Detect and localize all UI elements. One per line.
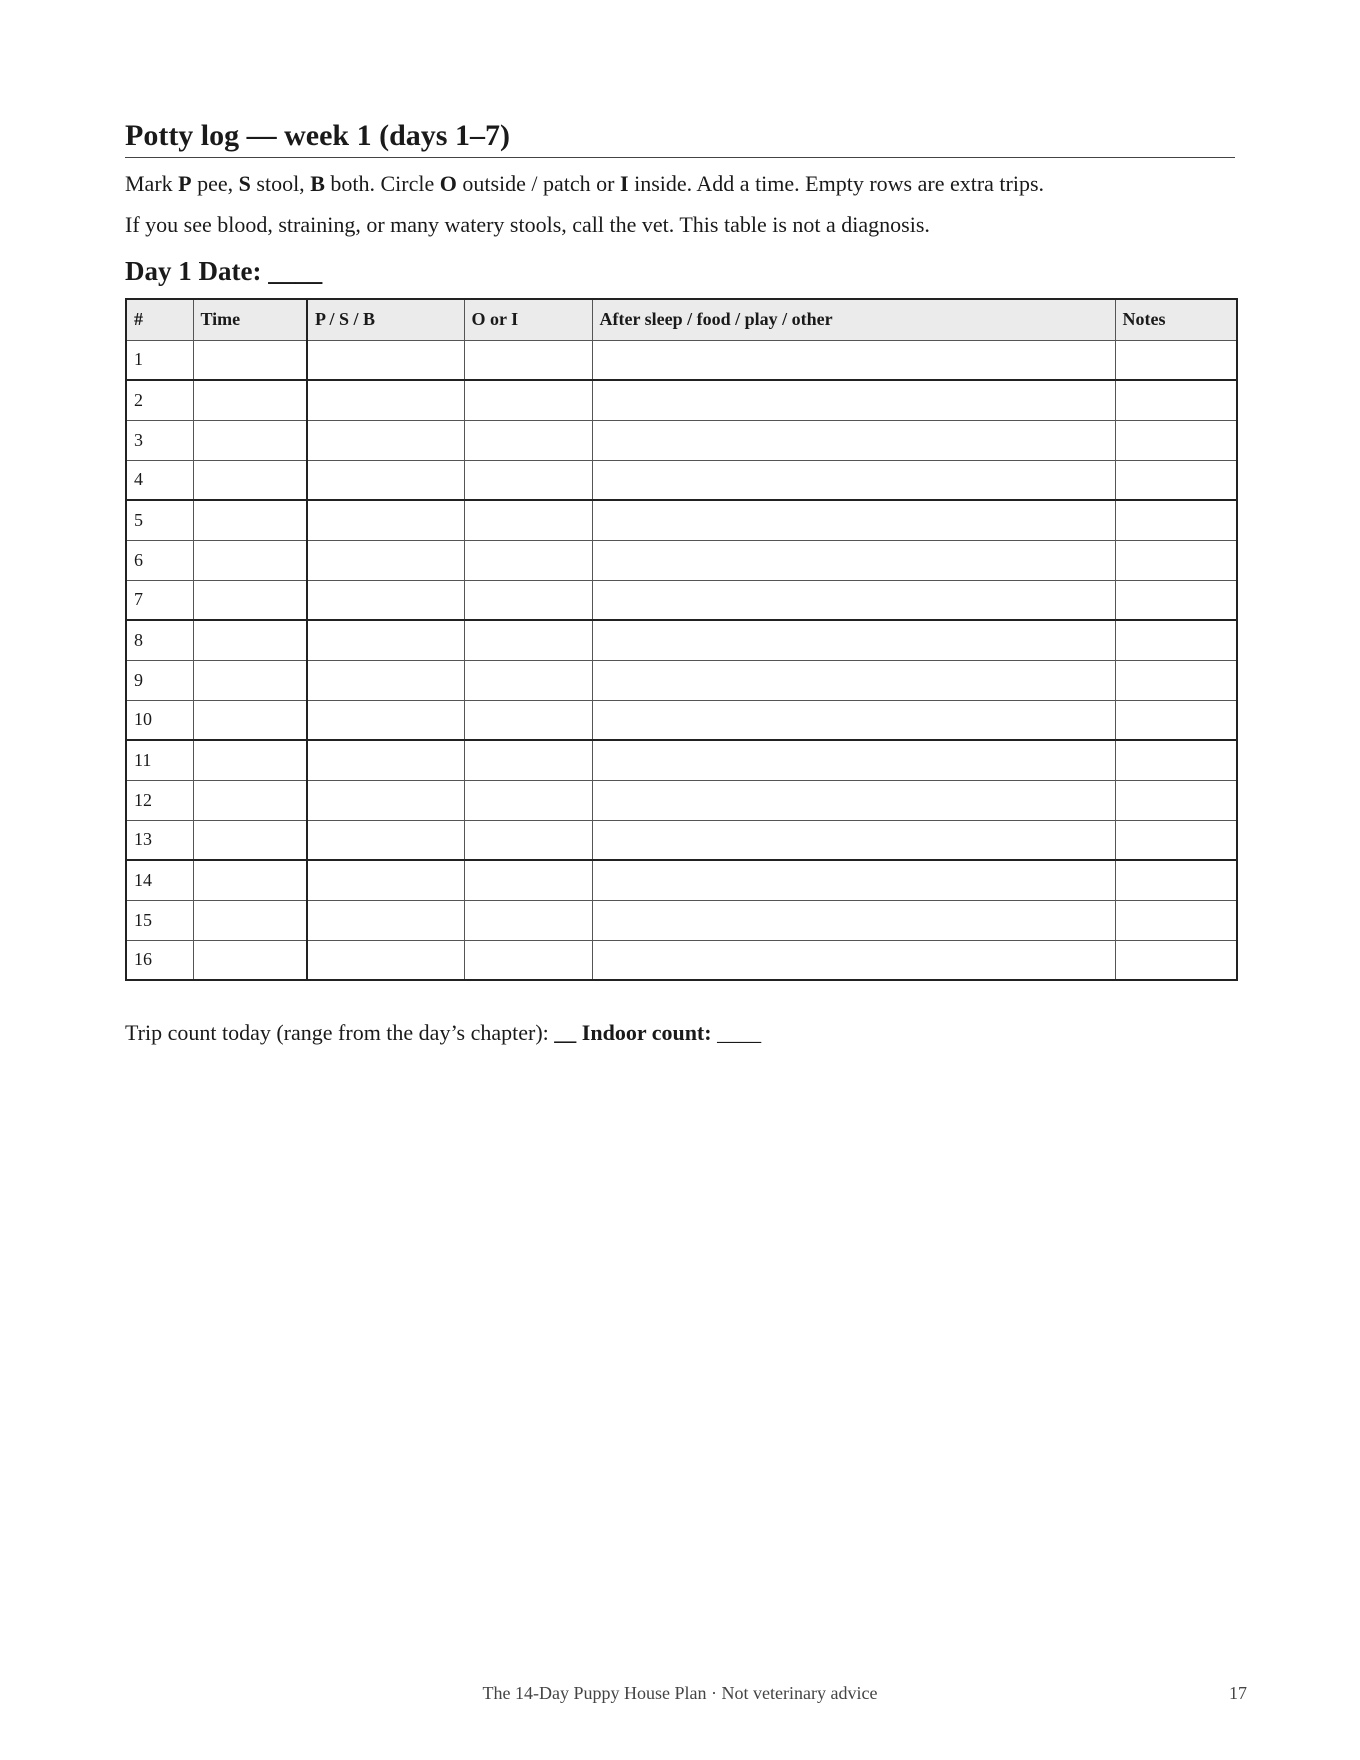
cell-o-or-i[interactable]: [464, 940, 592, 980]
cell-notes[interactable]: [1115, 580, 1237, 620]
cell-psb[interactable]: [307, 900, 464, 940]
cell-notes[interactable]: [1115, 820, 1237, 860]
cell-time[interactable]: [193, 820, 307, 860]
table-row: [126, 740, 1237, 780]
header-notes: Notes: [1115, 299, 1237, 340]
cell-after[interactable]: [592, 580, 1115, 620]
cell-number: 4: [126, 460, 193, 500]
cell-psb[interactable]: [307, 380, 464, 420]
table-row: [126, 580, 1237, 620]
potty-log-table: [125, 298, 1238, 981]
cell-time[interactable]: [193, 500, 307, 540]
cell-time[interactable]: [193, 940, 307, 980]
cell-notes[interactable]: [1115, 340, 1237, 380]
cell-time[interactable]: [193, 860, 307, 900]
trip-count-label: Trip count today (range from the day’s chapter):: [125, 1020, 555, 1045]
table-row: [126, 700, 1237, 740]
day-heading: Day 1 Date: ____: [125, 256, 323, 286]
cell-psb[interactable]: [307, 780, 464, 820]
instr-text-3: stool,: [250, 171, 311, 196]
page-title: Potty log — week 1 (days 1–7): [125, 119, 510, 152]
table-row: [126, 860, 1237, 900]
instr-code-both: B: [310, 171, 325, 196]
indoor-count-blank: ____: [711, 1020, 762, 1045]
table-row: [126, 660, 1237, 700]
page-number: 17: [1229, 1683, 1247, 1703]
table-body: [126, 340, 1237, 980]
instr-code-pee: P: [178, 171, 192, 196]
instr-text-1: Mark: [125, 171, 179, 196]
cell-time[interactable]: [193, 660, 307, 700]
table-row: [126, 380, 1237, 420]
cell-o-or-i[interactable]: [464, 540, 592, 580]
cell-after[interactable]: [592, 820, 1115, 860]
table-header-row: [126, 299, 1237, 340]
instr-code-stool: S: [238, 171, 251, 196]
cell-number: 9: [126, 660, 193, 700]
cell-notes[interactable]: [1115, 860, 1237, 900]
cell-psb[interactable]: [307, 700, 464, 740]
table-row: [126, 540, 1237, 580]
cell-o-or-i[interactable]: [464, 820, 592, 860]
cell-notes[interactable]: [1115, 620, 1237, 660]
cell-notes[interactable]: [1115, 460, 1237, 500]
cell-number: 12: [126, 780, 193, 820]
cell-number: 11: [126, 740, 193, 780]
table-row: [126, 780, 1237, 820]
cell-number: 13: [126, 820, 193, 860]
cell-notes[interactable]: [1115, 780, 1237, 820]
cell-notes[interactable]: [1115, 500, 1237, 540]
table-row: [126, 820, 1237, 860]
cell-number: 7: [126, 580, 193, 620]
cell-psb[interactable]: [307, 860, 464, 900]
header-number: #: [126, 299, 193, 340]
cell-notes[interactable]: [1115, 660, 1237, 700]
header-time: Time: [193, 299, 307, 340]
cell-psb[interactable]: [307, 420, 464, 460]
cell-o-or-i[interactable]: [464, 740, 592, 780]
cell-psb[interactable]: [307, 740, 464, 780]
cell-o-or-i[interactable]: [464, 380, 592, 420]
footer-text: The 14-Day Puppy House Plan · Not veterinary advice: [482, 1683, 878, 1703]
cell-o-or-i[interactable]: [464, 340, 592, 380]
cell-psb[interactable]: [307, 580, 464, 620]
cell-o-or-i[interactable]: [464, 620, 592, 660]
cell-psb[interactable]: [307, 500, 464, 540]
cell-after[interactable]: [592, 620, 1115, 660]
cell-psb[interactable]: [307, 820, 464, 860]
cell-after[interactable]: [592, 460, 1115, 500]
table-row: [126, 620, 1237, 660]
cell-o-or-i[interactable]: [464, 460, 592, 500]
cell-time[interactable]: [193, 380, 307, 420]
instr-code-outside: O: [439, 171, 457, 196]
cell-notes[interactable]: [1115, 740, 1237, 780]
cell-time[interactable]: [193, 340, 307, 380]
trip-count-blank: __: [554, 1020, 577, 1045]
cell-after[interactable]: [592, 540, 1115, 580]
cell-time[interactable]: [193, 460, 307, 500]
header-psb: P / S / B: [307, 299, 464, 340]
cell-number: 5: [126, 500, 193, 540]
cell-number: 6: [126, 540, 193, 580]
table-row: [126, 940, 1237, 980]
cell-after[interactable]: [592, 940, 1115, 980]
table-row: [126, 500, 1237, 540]
cell-o-or-i[interactable]: [464, 780, 592, 820]
cell-time[interactable]: [193, 620, 307, 660]
cell-o-or-i[interactable]: [464, 700, 592, 740]
cell-o-or-i[interactable]: [464, 660, 592, 700]
cell-psb[interactable]: [307, 660, 464, 700]
cell-psb[interactable]: [307, 340, 464, 380]
table-row: [126, 460, 1237, 500]
cell-number: 15: [126, 900, 193, 940]
cell-after[interactable]: [592, 900, 1115, 940]
cell-o-or-i[interactable]: [464, 900, 592, 940]
instructions-line-1: [125, 170, 1044, 198]
cell-time[interactable]: [193, 580, 307, 620]
cell-number: 1: [126, 340, 193, 380]
cell-notes[interactable]: [1115, 700, 1237, 740]
cell-number: 2: [126, 380, 193, 420]
cell-o-or-i[interactable]: [464, 420, 592, 460]
cell-after[interactable]: [592, 500, 1115, 540]
indoor-count-label: Indoor count:: [576, 1020, 712, 1045]
cell-psb[interactable]: [307, 460, 464, 500]
cell-number: 8: [126, 620, 193, 660]
instructions-line-2: If you see blood, straining, or many watery stools, call the vet. This table is not a diagnosis.: [125, 212, 930, 237]
cell-after[interactable]: [592, 380, 1115, 420]
cell-number: 16: [126, 940, 193, 980]
cell-number: 10: [126, 700, 193, 740]
cell-notes[interactable]: [1115, 380, 1237, 420]
cell-time[interactable]: [193, 780, 307, 820]
cell-time[interactable]: [193, 900, 307, 940]
cell-after[interactable]: [592, 860, 1115, 900]
cell-notes[interactable]: [1115, 540, 1237, 580]
cell-o-or-i[interactable]: [464, 860, 592, 900]
cell-after[interactable]: [592, 340, 1115, 380]
instr-text-5: outside / patch or: [456, 171, 621, 196]
cell-after[interactable]: [592, 660, 1115, 700]
cell-time[interactable]: [193, 420, 307, 460]
cell-notes[interactable]: [1115, 900, 1237, 940]
cell-psb[interactable]: [307, 620, 464, 660]
cell-after[interactable]: [592, 740, 1115, 780]
header-after: After sleep / food / play / other: [592, 299, 1115, 340]
cell-notes[interactable]: [1115, 420, 1237, 460]
cell-o-or-i[interactable]: [464, 500, 592, 540]
header-o-or-i: O or I: [464, 299, 592, 340]
instr-text-2: pee,: [191, 171, 239, 196]
cell-time[interactable]: [193, 740, 307, 780]
table-row: [126, 340, 1237, 380]
cell-psb[interactable]: [307, 540, 464, 580]
cell-number: 14: [126, 860, 193, 900]
cell-number: 3: [126, 420, 193, 460]
cell-time[interactable]: [193, 540, 307, 580]
title-rule: [125, 157, 1235, 158]
instr-text-4: both. Circle: [324, 171, 440, 196]
cell-after[interactable]: [592, 780, 1115, 820]
cell-after[interactable]: [592, 700, 1115, 740]
cell-after[interactable]: [592, 420, 1115, 460]
instr-code-inside: I: [620, 171, 629, 196]
cell-psb[interactable]: [307, 940, 464, 980]
instr-text-6: inside. Add a time. Empty rows are extra trips.: [628, 171, 1045, 196]
cell-time[interactable]: [193, 700, 307, 740]
table-row: [126, 900, 1237, 940]
trip-count-line: [125, 1019, 761, 1047]
table-row: [126, 420, 1237, 460]
cell-o-or-i[interactable]: [464, 580, 592, 620]
cell-notes[interactable]: [1115, 940, 1237, 980]
